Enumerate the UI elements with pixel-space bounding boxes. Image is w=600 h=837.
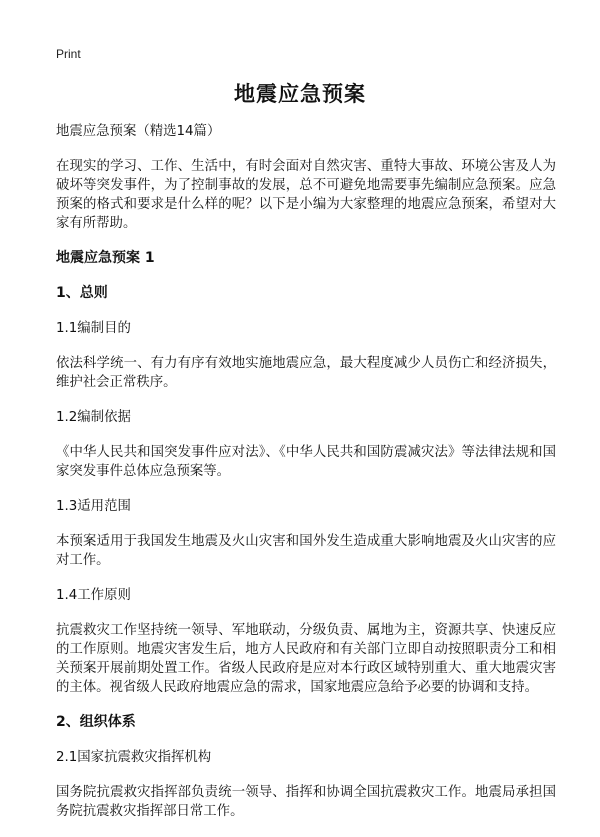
subsection-1-3-heading: 1.3适用范围 xyxy=(56,499,131,514)
subsection-1-1-text: 依法科学统一、有力有序有效地实施地震应急，最大程度减少人员伤亡和经济损失，维护社会正常秩序。 xyxy=(56,356,556,390)
document-title: 地震应急预案 xyxy=(234,82,366,106)
subsection-1-2-text: 《中华人民共和国突发事件应对法》、《中华人民共和国防震减灾法》等法律法规和国家突发事件总体应急预案等。 xyxy=(56,445,556,479)
subsection-1-3-text: 本预案适用于我国发生地震及火山灾害和国外发生造成重大影响地震及火山灾害的应对工作。 xyxy=(56,534,556,568)
print-link[interactable]: Print xyxy=(56,47,81,61)
subsection-2-1-text: 国务院抗震救灾指挥部负责统一领导、指挥和协调全国抗震救灾工作。地震局承担国务院抗震救灾指挥部日常工作。 xyxy=(56,785,556,819)
chapter-2-heading: 2、组织体系 xyxy=(56,714,136,730)
subsection-1-4-heading: 1.4工作原则 xyxy=(56,588,131,603)
section-heading: 地震应急预案 1 xyxy=(56,250,155,266)
subsection-1-1-heading: 1.1编制目的 xyxy=(56,321,131,336)
document-subtitle: 地震应急预案（精选14篇） xyxy=(56,124,221,139)
subsection-1-4-text: 抗震救灾工作坚持统一领导、军地联动，分级负责、属地为主，资源共享、快速反应的工作原则。地震灾害发生后，地方人民政府和有关部门立即自动按照职责分工和相关预案开展前期处置工作。省级人民政府是应对本行政区域特别重大、重大地震灾害的主体。视省级人民政府地震应急的需求，国家地震应急给予必要的协调和支持。 xyxy=(56,623,556,695)
chapter-1-heading: 1、总则 xyxy=(56,285,108,301)
subsection-1-2-heading: 1.2编制依据 xyxy=(56,410,131,425)
document-body xyxy=(56,122,556,837)
subsection-2-1-heading: 2.1国家抗震救灾指挥机构 xyxy=(56,750,212,765)
intro-paragraph: 在现实的学习、工作、生活中，有时会面对自然灾害、重特大事故、环境公害及人为破坏等突发事件，为了控制事故的发展，总不可避免地需要事先编制应急预案。应急预案的格式和要求是什么样的呢？以下是小编为大家整理的地震应急预案，希望对大家有所帮助。 xyxy=(56,159,556,231)
